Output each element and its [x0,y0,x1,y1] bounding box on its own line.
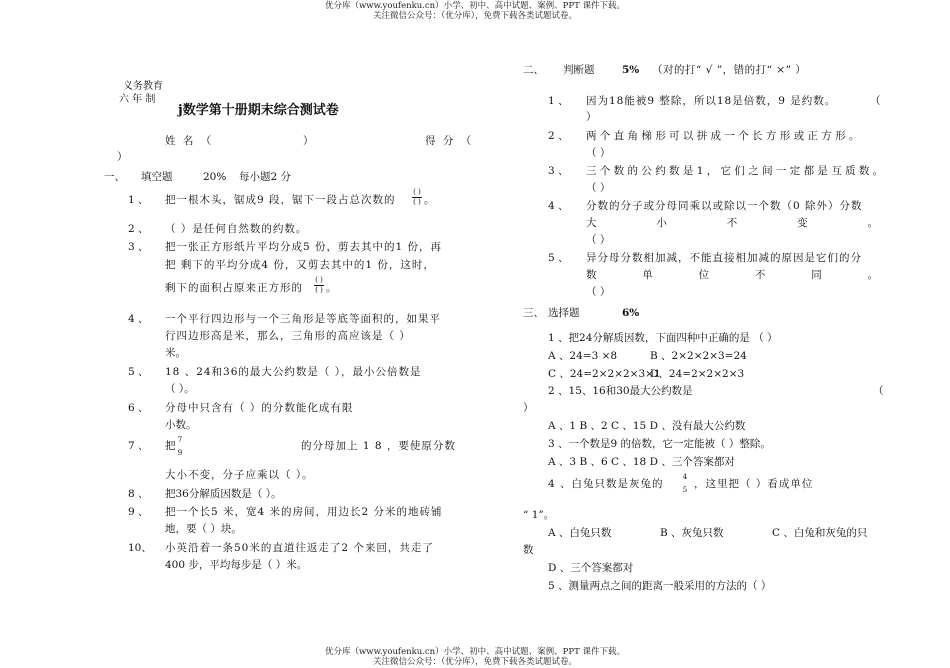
judge-q4-word: 不 [726,217,738,229]
score-label: 得 分 （ [425,135,474,147]
choice-q4-option-c-wrap: 数 [523,544,534,556]
section3-name: 选择题 [548,307,580,319]
choice-q4-frac-bottom: 5 [682,486,688,494]
q3-number: 3 、 [128,241,149,253]
choice-q4-option-a: A 、白兔只数 [548,527,612,539]
q3-line-1: 把一张正方形纸片平均分成5 份，剪去其中的1 份，再 [165,241,443,253]
section1-note: 每小题2 分 [239,171,292,183]
section1-percent: 20% [203,171,227,183]
section3-number: 三、 [523,307,544,319]
q1-tail: 。 [424,194,435,206]
q1-frac-top: ( ) [413,188,421,196]
section1-name: 填空题 [141,171,173,183]
choice-q1-option-d: D、24=2×2×2×3 [650,368,745,380]
judge-q4-word: 变 [797,217,808,229]
q9-number: 9 、 [128,506,149,518]
q1-text: 把一根木头，锯成9 段，锯下一段占总次数的 [165,194,396,206]
judge-q1-paren-open: （ [870,95,881,107]
judge-q3-number: 3 、 [548,165,569,177]
q7-fraction [176,437,184,457]
edu-label-2: 六 年 制 [119,94,156,105]
q5-line-1: 18 、24和36的最大公约数是（ ），最小公倍数是 [165,366,422,378]
q4-line-2: 行四边形高是米，那么，三角形的高应该是（ ） [165,330,411,342]
q4-line-1: 一个平行四边形与一个三角形是等底等面积的，如果平 [165,313,441,325]
section2-number: 二、 [523,64,544,76]
q5-number: 5 、 [128,366,149,378]
q7-pre: 把 [165,440,176,452]
choice-q1-option-a: A 、24=3 ×8 [548,350,618,362]
judge-q2-number: 2 、 [548,130,569,142]
judge-q4-line-3: （ ） [586,234,611,246]
judge-q4-word: 。 [867,217,878,229]
judge-q5-word: 位 [698,269,710,281]
judge-q5-line-1: 异分母分数相加减，不能直接相加减的原因是它们的分 [586,252,862,264]
judge-q2-line-2: （ ） [586,147,611,159]
q6-line-2: 小数。 [165,419,197,431]
judge-q4-word: 小 [656,217,667,229]
page-title: j数学第十册期末综合测试卷 [178,103,339,118]
name-label: 姓 名 （ [165,135,214,147]
judge-q2-line-1: 两 个 直 角 梯 形 可 以 拼 成 一 个 长 方 形 或 正 方 形 。 [586,130,860,142]
choice-q4-frac-top: 4 [682,473,688,481]
section2-percent: 5% [622,64,640,76]
choice-q2-line-1: 2 、15、16和30最大公约数是 [548,385,693,397]
q3-tail: 。 [326,282,337,294]
judge-q3-line-2: （ ） [586,182,611,194]
footer-line-1: 优分库（www.youfenku.cn）小学、初中、高中试题、案例、PPT 课件下载。 [325,647,625,657]
choice-q4-pre: 4 、白兔只数是灰兔的 [548,478,664,490]
q3-line-3: 剩下的面积占原来正方形的 [165,282,303,294]
header-line-2: 关注微信公众号：（优分库），免费下载各类试题试卷。 [372,11,577,21]
choice-q2-paren-open: （ [873,385,884,397]
choice-q4-option-d: D 、三个答案都对 [548,562,634,574]
q1-fraction [412,189,422,206]
q2-text: （ ）是任何自然数的约数。 [165,223,308,235]
score-close: ） [117,151,128,163]
judge-q4-number: 4 、 [548,200,569,212]
choice-q4-fraction [681,474,689,494]
section1-number: 一、 [104,171,125,183]
choice-q3-line-1: 3 、一个数是9 的倍数，它一定能被（ ）整除。 [548,438,771,450]
q4-line-3: 米。 [165,347,186,359]
q7-line-1: 的分母加上 1 8 ，要使原分数 [301,440,456,452]
q2-number: 2 、 [128,223,149,235]
choice-q1-option-c: C 、24=2×2×2×3×1 [548,368,661,380]
judge-q1-line-1: 因为18能被9 整除，所以18是倍数，9 是约数。 [586,95,837,107]
q6-line-1: 分母中只含有（ ）的分数能化成有限 [165,402,354,414]
judge-q5-word: 单 [642,269,653,281]
judge-q5-line-2 [586,268,878,282]
q5-line-2: （ ）。 [165,383,195,395]
judge-q5-word: 数 [586,269,597,281]
choice-q3-options: A 、3 B 、6 C 、18 D 、三个答案都对 [548,456,735,468]
header-line-1: 优分库（www.youfenku.cn）小学、初中、高中试题、案例、PPT 课件下载。 [325,1,625,11]
q3-fraction [314,277,324,294]
footer-line-2: 关注微信公众号：（优分库），免费下载各类试题试卷。 [372,657,577,667]
judge-q5-word: 不 [754,269,766,281]
choice-q4-post: ，这里把（ ）看成单位 [694,478,814,490]
q10-line-1: 小英沿着一条50米的直道往返走了2 个来回，共走了 [165,542,434,554]
q10-number: 10、 [128,542,152,554]
q1-number: 1 、 [128,194,149,206]
name-close: ） [303,135,314,147]
choice-q1-option-b: B 、2×2×2×3=24 [650,350,747,362]
q8-text: 把36分解质因数是（ ）。 [165,488,282,500]
judge-q5-line-3: （ ） [586,286,611,298]
judge-q5-number: 5 、 [548,252,569,264]
q3-frac-bottom: ( ) [315,286,323,294]
q7-number: 7 、 [128,440,149,452]
q9-line-2: 地，要（ ）块。 [165,523,242,535]
q8-number: 8 、 [128,488,149,500]
judge-q1-number: 1 、 [548,95,569,107]
judge-q5-word: 同 [811,269,822,281]
judge-q5-word: 。 [867,269,878,281]
q1-frac-bottom: ( ) [413,198,421,206]
q6-number: 6 、 [128,402,149,414]
judge-q1-line-2: ） [586,111,597,123]
q4-number: 4 、 [128,313,149,325]
section3-percent: 6% [622,307,640,319]
choice-q4-option-c: C 、白兔和灰兔的只 [772,527,868,539]
edu-label-1: 义务教育 [123,81,163,92]
judge-q3-line-1: 三 个 数 的 公 约 数 是 1 ， 它 们 之 间 一 定 都 是 互 质 数 。 [586,165,884,177]
q9-line-1: 把一个长5 米，宽4 米的房间，用边长2 分米的地砖铺 [165,506,443,518]
section2-note: （对的打“ √ ”，错的打“ ×” ） [652,64,807,76]
choice-q1-line-1: 1 、把24分解质因数，下面四种中正确的是 （ ） [548,332,778,344]
q3-line-2: 把 剩下的平均分成4 份，又剪去其中的1 份，这时， [165,259,435,271]
choice-q5-line-1: 5 、测量两点之间的距离一般采用的方法的（ ） [548,580,772,592]
choice-q2-paren-close: ） [523,402,534,414]
judge-q4-line-2 [586,216,878,230]
judge-q4-word: 大 [586,217,597,229]
q7-frac-bottom: 9 [177,449,183,457]
q3-frac-top: ( ) [315,276,323,284]
judge-q4-line-1: 分数的分子或分母同乘以或除以一个数（0 除外）分数 [586,200,863,212]
q7-line-2: 大小不变，分子应乘以（ ）。 [165,469,314,481]
q10-line-2: 400 步，平均每步是（ ）米。 [165,559,308,571]
choice-q4-option-b: B 、灰兔只数 [660,527,724,539]
section2-name: 判断题 [563,64,595,76]
choice-q2-options: A 、1 B 、2 C 、15 D 、没有最大公约数 [548,420,746,432]
q7-frac-top: 7 [177,436,183,444]
choice-q4-line-2: “ 1”。 [523,509,555,521]
